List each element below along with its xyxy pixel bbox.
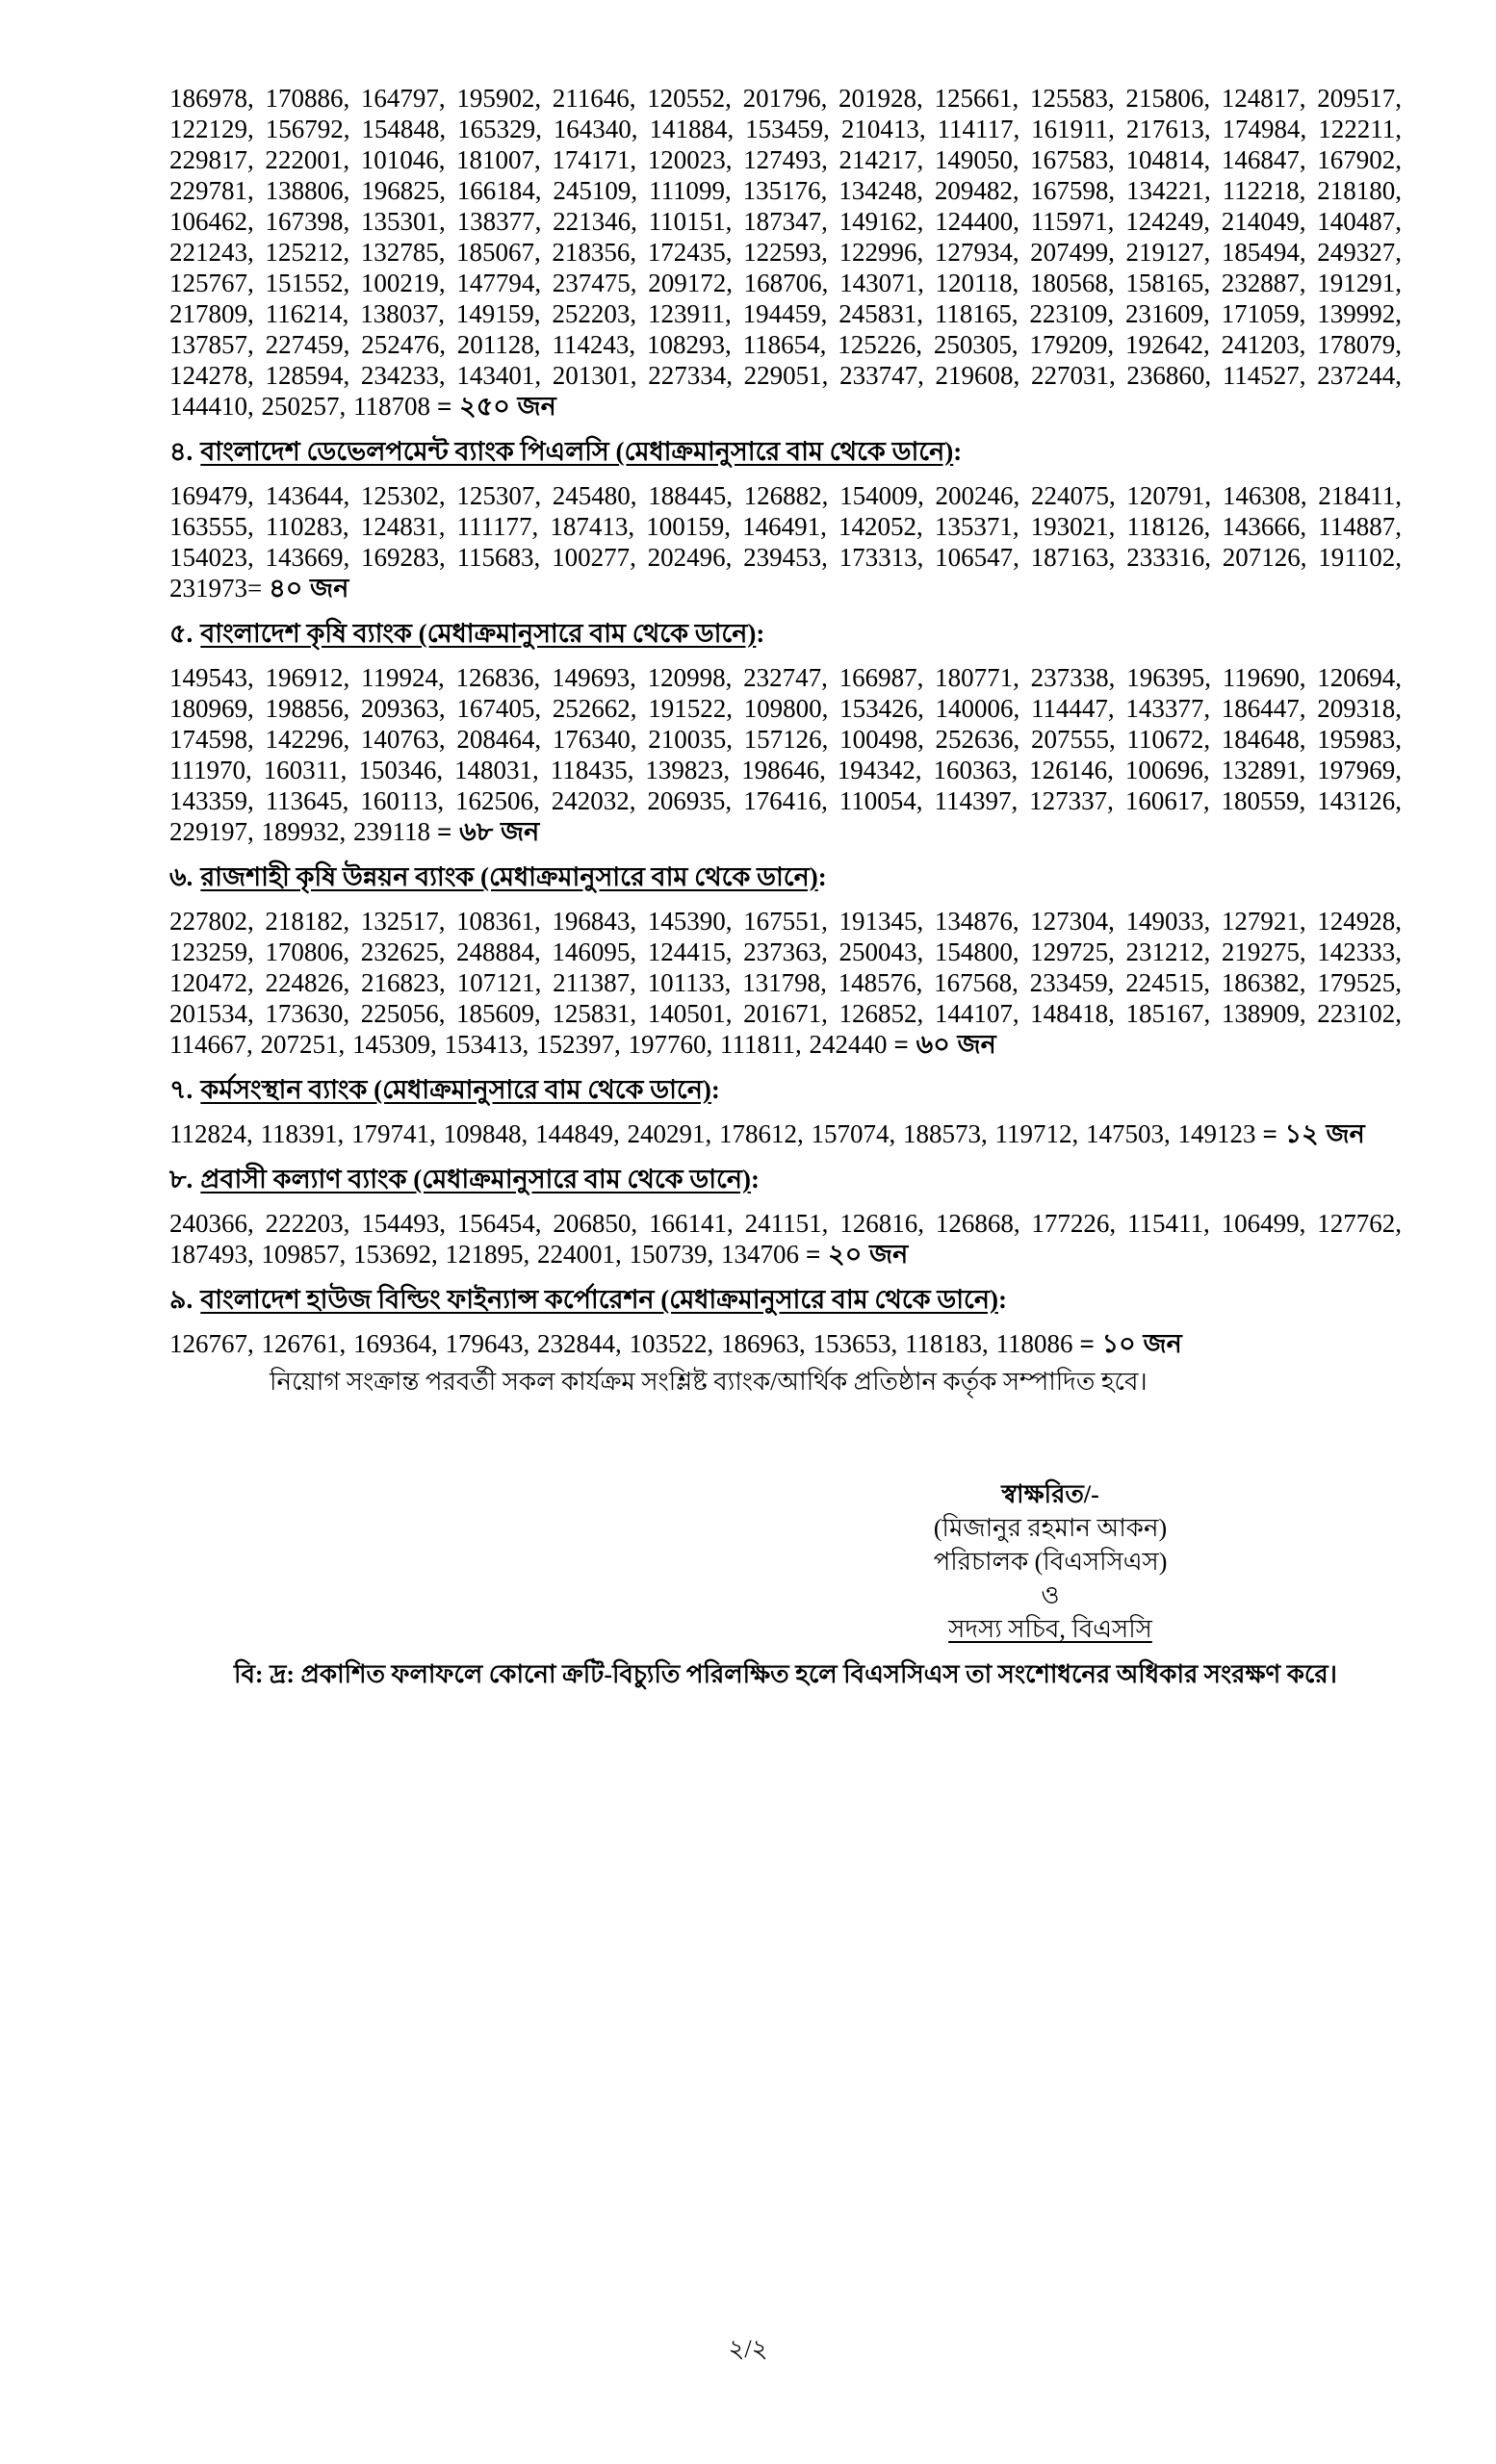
section-colon: : — [817, 862, 827, 891]
roll-numbers — [169, 1328, 1402, 1359]
section-heading — [169, 1164, 1402, 1194]
roll-number-list: 126767, 126761, 169364, 179643, 232844, 103522, 186963, 153653, 118183, 118086 — [169, 1329, 1073, 1358]
selected-count: = ২০ জন — [806, 1240, 909, 1269]
section-title: প্রবাসী কল্যাণ ব্যাংক (মেধাক্রমানুসারে বাম থেকে ডানে) — [200, 1165, 752, 1194]
signatory-role: সদস্য সচিব, বিএসসি — [948, 1615, 1152, 1643]
section-karmasangsthan-bank — [169, 1074, 1402, 1149]
selected-count: = ১২ জন — [1262, 1119, 1365, 1148]
section-rakub — [169, 861, 1402, 1060]
section-title: রাজশাহী কৃষি উন্নয়ন ব্যাংক (মেধাক্রমানুসারে বাম থেকে ডানে) — [200, 862, 818, 891]
page-number: ২/২ — [728, 2335, 768, 2363]
section-number: ৪. — [169, 437, 193, 466]
roll-number-list: 186978, 170886, 164797, 195902, 211646, 120552, 201796, 201928, 125661, 125583, 215806, 124817, 209517, 122129, 156792, 154848, 165329, 164340, 141884, 153459, 210413, 114117, 161911, 217613, 174984, 122211, 229817, 222001, 101046, 181007, 174171, 120023, 127493, 214217, 149050, 167583, 104814, 146847, 167902, 229781, 138806, 196825, 166184, 245109, 111099, 135176, 134248, 209482, 167598, 134221, 112218, 218180, 106462, 167398, 135301, 138377, 221346, 110151, 187347, 149162, 124400, 115971, 124249, 214049, 140487, 221243, 125212, 132785, 185067, 218356, 172435, 122593, 122996, 127934, 207499, 219127, 185494, 249327, 125767, 151552, 100219, 147794, 237475, 209172, 168706, 143071, 120118, 180568, 158165, 232887, 191291, 217809, 116214, 138037, 149159, 252203, 123911, 194459, 245831, 118165, 223109, 231609, 171059, 139992, 137857, 227459, 252476, 201128, 114243, 108293, 118654, 125226, 250305, 179209, 192642, 241203, 178079, 124278, 128594, 234233, 143401, 201301, 227334, 229051, 233747, 219608, 227031, 236860, 114527, 237244, 144410, 250257, 118708 — [169, 84, 1402, 421]
selected-count: = ৬৮ জন — [437, 817, 540, 846]
section-colon: : — [756, 619, 765, 648]
section-bhbfc — [169, 1284, 1402, 1359]
section-title: বাংলাদেশ কৃষি ব্যাংক (মেধাক্রমানুসারে বাম থেকে ডানে) — [200, 619, 757, 648]
selected-count: ৪০ জন — [269, 574, 349, 603]
section-number: ৭. — [169, 1075, 193, 1104]
section-krishi-bank — [169, 618, 1402, 847]
roll-number-list: 240366, 222203, 154493, 156454, 206850, 166141, 241151, 126816, 126868, 177226, 115411, 106499, 127762, 187493, 109857, 153692, 121895, 224001, 150739, 134706 — [169, 1209, 1402, 1269]
section-heading — [169, 618, 1402, 649]
section-title: কর্মসংস্থান ব্যাংক (মেধাক্রমানুসারে বাম থেকে ডানে) — [200, 1075, 711, 1104]
conjunction: ও — [1041, 1581, 1060, 1609]
section-title: বাংলাদেশ ডেভেলপমেন্ট ব্যাংক পিএলসি (মেধাক্রমানুসারে বাম থেকে ডানে) — [200, 437, 954, 466]
section-number: ৯. — [169, 1285, 193, 1314]
section-heading — [169, 861, 1402, 892]
section-heading — [169, 1074, 1402, 1105]
section-bdbl — [169, 436, 1402, 603]
roll-numbers — [169, 1208, 1402, 1270]
roll-number-list: 227802, 218182, 132517, 108361, 196843, 145390, 167551, 191345, 134876, 127304, 149033, 127921, 124928, 123259, 170806, 232625, 248884, 146095, 124415, 237363, 250043, 154800, 129725, 231212, 219275, 142333, 120472, 224826, 216823, 107121, 211387, 101133, 131798, 148576, 167568, 233459, 224515, 186382, 179525, 201534, 173630, 225056, 185609, 125831, 140501, 201671, 126852, 144107, 148418, 185167, 138909, 223102, 114667, 207251, 145309, 153413, 152397, 197760, 111811, 242440 — [169, 907, 1402, 1059]
roll-list-continuation — [169, 83, 1402, 422]
section-title: বাংলাদেশ হাউজ বিল্ডিং ফাইন্যান্স কর্পোরেশন (মেধাক্রমানুসারে বাম থেকে ডানে) — [200, 1285, 998, 1314]
section-number: ৮. — [169, 1165, 193, 1194]
section-number: ৬. — [169, 862, 193, 891]
closing-note: নিয়োগ সংক্রান্ত পরবর্তী সকল কার্যক্রম সংশ্লিষ্ট ব্যাংক/আর্থিক প্রতিষ্ঠান কর্তৃক সম্পাদিত হবে। — [270, 1368, 1148, 1396]
selected-count: = ১০ জন — [1079, 1329, 1182, 1358]
footnote: বি: দ্র: প্রকাশিত ফলাফলে কোনো ক্রটি-বিচ্যুতি পরিলক্ষিত হলে বিএসসিএস তা সংশোধনের অধিকার সংরক্ষণ করে। — [234, 1660, 1337, 1688]
section-probashi-kallyan-bank — [169, 1164, 1402, 1270]
section-colon: : — [953, 437, 963, 466]
selected-count: = ২৫০ জন — [437, 392, 556, 421]
section-heading — [169, 1284, 1402, 1315]
section-colon: : — [998, 1285, 1007, 1314]
roll-numbers — [169, 906, 1402, 1060]
signed-label: স্বাক্ষরিত/- — [1001, 1480, 1099, 1508]
section-colon: : — [710, 1075, 720, 1104]
section-number: ৫. — [169, 619, 193, 648]
section-heading — [169, 436, 1402, 467]
section-colon: : — [751, 1165, 761, 1194]
signature-block — [843, 1477, 1257, 1646]
roll-number-list: 169479, 143644, 125302, 125307, 245480, 188445, 126882, 154009, 200246, 224075, 120791, 146308, 218411, 163555, 110283, 124831, 111177, 187413, 100159, 146491, 142052, 135371, 193021, 118126, 143666, 114887, 154023, 143669, 169283, 115683, 100277, 202496, 239453, 173313, 106547, 187163, 233316, 207126, 191102, 231973= — [169, 481, 1402, 603]
roll-number-list: 112824, 118391, 179741, 109848, 144849, 240291, 178612, 157074, 188573, 119712, 147503, 149123 — [169, 1119, 1256, 1148]
signatory-name: (মিজানুর রহমান আকন) — [933, 1514, 1168, 1542]
roll-number-list: 149543, 196912, 119924, 126836, 149693, 120998, 232747, 166987, 180771, 237338, 196395, 119690, 120694, 180969, 198856, 209363, 167405, 252662, 191522, 109800, 153426, 140006, 114447, 143377, 186447, 209318, 174598, 142296, 140763, 208464, 176340, 210035, 157126, 100498, 252636, 207555, 110672, 184648, 195983, 111970, 160311, 150346, 148031, 118435, 139823, 198646, 194342, 160363, 126146, 100696, 132891, 197969, 143359, 113645, 160113, 162506, 242032, 206935, 176416, 110054, 114397, 127337, 160617, 180559, 143126, 229197, 189932, 239118 — [169, 663, 1402, 846]
roll-numbers — [169, 662, 1402, 847]
selected-count: = ৬০ জন — [893, 1030, 996, 1059]
roll-numbers — [169, 480, 1402, 603]
roll-numbers — [169, 1118, 1402, 1149]
signatory-designation: পরিচালক (বিএসসিএস) — [933, 1548, 1168, 1576]
